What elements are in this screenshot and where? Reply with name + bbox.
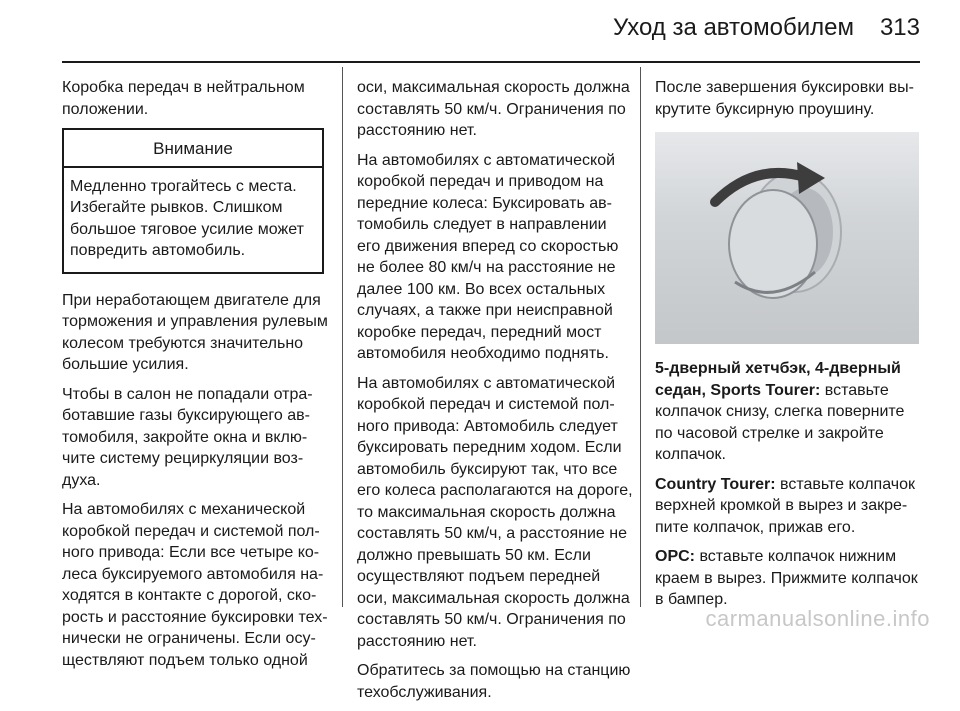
page-number: 313 xyxy=(879,14,920,41)
column-divider xyxy=(640,67,641,607)
paragraph: При неработающем двигателе для торможения и управления рулевым колесом требуются значительно большие усилия. xyxy=(62,291,328,373)
paragraph: Коробка передач в нейтральном положении. xyxy=(62,79,305,118)
paragraph: OPC: вставьте колпачок нижним краем в вырез. Прижмите колпачок в бампер. xyxy=(655,548,918,608)
paragraph: После завершения буксировки выкрутите буксирную проушину. xyxy=(655,79,914,118)
warning-text: Медленно трогайтесь с места. Избегайте рывков. Слишком большое тяговое усилие может повредить автомобиль. xyxy=(70,177,304,259)
column-2 xyxy=(357,77,633,711)
paragraph: На автомобилях с автоматической коробкой передач и приводом на передние колеса: Буксировать автомобиль следует в направлении его движения вперед со скоростью не более 80 км/ч на расстояние не далее 100 км. Во всех остальных случаях, а также при неисправной коробке передач, передний мост автомобиля необходимо поднять. xyxy=(357,151,619,362)
header-rule xyxy=(62,61,920,63)
model-label: Country Tourer: xyxy=(655,475,776,493)
paragraph: Country Tourer: вставьте колпачок верхней кромкой в вырез и закрепите колпачок, прижав его. xyxy=(655,475,915,536)
section-title: Уход за автомобилем xyxy=(613,14,854,41)
watermark: carmanualsonline.info xyxy=(705,606,930,631)
column-3 xyxy=(655,77,921,619)
column-1 xyxy=(62,77,330,679)
column-divider xyxy=(342,67,343,607)
paragraph: На автомобилях с механической коробкой передач и системой полного привода: Если все четыре колеса буксируемого автомобиля находятся в контакте с дорогой, скорость и расстояние буксировки технически не ограничены. Если осуществляют подъем только одной xyxy=(62,501,328,669)
tow-eye-cover-photo xyxy=(655,132,919,344)
paragraph: Чтобы в салон не попадали отработавшие газы буксирующего автомобиля, закройте окна и включите систему рециркуляции воздуха. xyxy=(62,385,313,489)
tow-eye-cover-illustration xyxy=(655,132,919,344)
model-label: OPC: xyxy=(655,548,695,565)
warning-box xyxy=(62,128,324,274)
warning-title: Внимание xyxy=(64,130,322,168)
paragraph: оси, максимальная скорость должна составлять 50 км/ч. Ограничения по расстоянию нет. xyxy=(357,79,630,139)
paragraph: 5-дверный хетчбэк, 4-дверный седан, Sports Tourer: вставьте колпачок снизу, слегка поверните по часовой стрелке и закройте колпачок. xyxy=(655,360,905,463)
model-label: 5-дверный хетчбэк, 4-дверный седан, Sports Tourer: xyxy=(655,360,901,399)
paragraph: Обратитесь за помощью на станцию техобслуживания. xyxy=(357,662,631,701)
paragraph: На автомобилях с автоматической коробкой передач и системой полного привода: Автомобиль следует буксировать передним ходом. Если автомобиль буксируют так, что все его колеса располагаются на дороге, то максимальная скорость должна составлять 50 км/ч, а расстояние не должно превышать 50 км. Если осуществляют подъем передней оси, максимальная скорость должна составлять 50 км/ч. Ограничения по расстоянию нет. xyxy=(357,374,633,650)
